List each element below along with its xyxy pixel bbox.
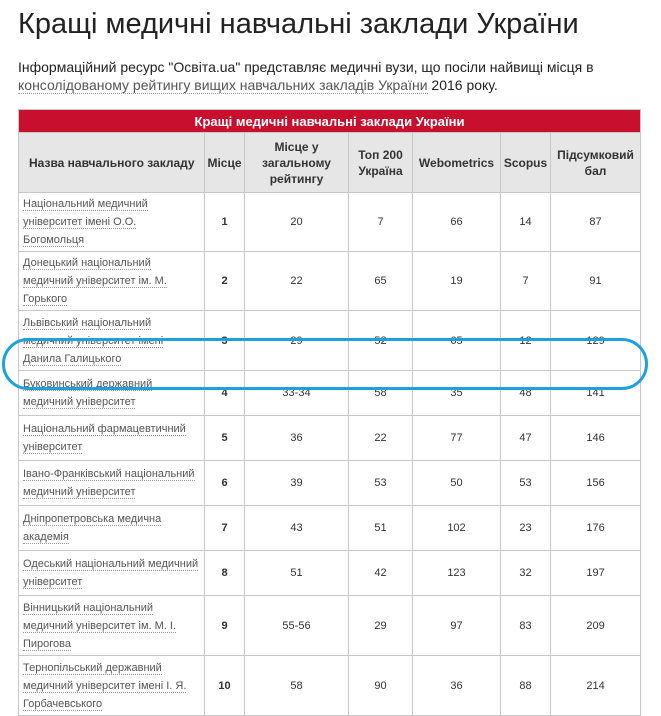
university-link[interactable]: Тернопільський державний медичний університет імені І. Я. Горбачевського: [23, 661, 187, 710]
header-top200: Топ 200 Україна: [349, 133, 413, 193]
place-cell: 2: [205, 252, 245, 311]
place-cell: 5: [205, 416, 245, 461]
score-cell: 214: [551, 656, 641, 716]
scopus-cell: 88: [501, 656, 551, 716]
top200-cell: 65: [349, 252, 413, 311]
score-cell: 146: [551, 416, 641, 461]
table-row: [19, 461, 641, 506]
university-name[interactable]: [19, 193, 205, 252]
place-cell: 7: [205, 506, 245, 551]
university-link[interactable]: Національний медичний університет імені О.О. Богомольця: [23, 198, 148, 246]
top200-cell: 7: [349, 193, 413, 252]
top200-cell: 29: [349, 596, 413, 656]
university-name[interactable]: [19, 596, 205, 656]
score-cell: 209: [551, 596, 641, 656]
table-row: [19, 656, 641, 716]
top200-cell: 90: [349, 656, 413, 716]
university-name[interactable]: [19, 311, 205, 371]
university-name[interactable]: [19, 506, 205, 551]
scopus-cell: 48: [501, 371, 551, 416]
overall-cell: 22: [245, 252, 349, 311]
place-cell: 9: [205, 596, 245, 656]
table-row: [19, 311, 641, 371]
score-cell: 197: [551, 551, 641, 596]
webometrics-cell: 66: [413, 193, 501, 252]
place-cell: 3: [205, 311, 245, 371]
university-link[interactable]: Дніпропетровська медична академія: [23, 513, 162, 543]
page-title: Кращі медичні навчальні заклади України: [18, 8, 579, 40]
score-cell: 156: [551, 461, 641, 506]
overall-cell: 29: [245, 311, 349, 371]
table-row: [19, 416, 641, 461]
place-cell: 10: [205, 656, 245, 716]
scopus-cell: 53: [501, 461, 551, 506]
top200-cell: 58: [349, 371, 413, 416]
table-row: [19, 506, 641, 551]
top200-cell: 22: [349, 416, 413, 461]
header-place: Місце: [205, 133, 245, 193]
university-link[interactable]: Донецький національний медичний університет ім. М. Горького: [23, 257, 167, 305]
webometrics-cell: 77: [413, 416, 501, 461]
table-row: [19, 551, 641, 596]
overall-cell: 51: [245, 551, 349, 596]
intro-text-before: Інформаційний ресурс "Освіта.ua" представляє медичні вузи, що посіли найвищі місця в: [18, 59, 594, 75]
university-link[interactable]: Буковинський державний медичний університет: [23, 378, 153, 408]
table-row: [19, 193, 641, 252]
university-link[interactable]: Одеський національний медичний університет: [23, 558, 199, 588]
score-cell: 141: [551, 371, 641, 416]
overall-cell: 43: [245, 506, 349, 551]
university-name[interactable]: [19, 551, 205, 596]
header-scopus: Scopus: [501, 133, 551, 193]
top200-cell: 51: [349, 506, 413, 551]
top200-cell: 53: [349, 461, 413, 506]
place-cell: 4: [205, 371, 245, 416]
university-link[interactable]: Національний фармацевтичний університет: [23, 423, 186, 453]
table-row-highlighted: [19, 371, 641, 416]
scopus-cell: 32: [501, 551, 551, 596]
university-link[interactable]: Вінницький національний медичний університет ім. М. І. Пирогова: [23, 601, 177, 650]
header-name: Назва навчального закладу: [19, 133, 205, 193]
header-overall: Місце у загальному рейтингу: [245, 133, 349, 193]
scopus-cell: 47: [501, 416, 551, 461]
webometrics-cell: 102: [413, 506, 501, 551]
webometrics-cell: 19: [413, 252, 501, 311]
overall-cell: 58: [245, 656, 349, 716]
ranking-table-container: [18, 109, 640, 716]
university-name[interactable]: [19, 416, 205, 461]
university-name[interactable]: [19, 656, 205, 716]
table-row: [19, 252, 641, 311]
webometrics-cell: 123: [413, 551, 501, 596]
scopus-cell: 14: [501, 193, 551, 252]
university-link[interactable]: Івано-Франківський національний медичний університет: [23, 468, 195, 498]
place-cell: 1: [205, 193, 245, 252]
ranking-table: [18, 109, 641, 716]
score-cell: 91: [551, 252, 641, 311]
overall-cell: 36: [245, 416, 349, 461]
webometrics-cell: 36: [413, 656, 501, 716]
scopus-cell: 7: [501, 252, 551, 311]
table-caption-row: [19, 110, 641, 133]
header-webometrics: Webometrics: [413, 133, 501, 193]
consolidated-rating-link[interactable]: консолідованому рейтингу вищих навчальних закладів України: [18, 77, 428, 93]
score-cell: 176: [551, 506, 641, 551]
intro-text-after: 2016 року.: [427, 77, 498, 93]
place-cell: 6: [205, 461, 245, 506]
overall-cell: 20: [245, 193, 349, 252]
top200-cell: 52: [349, 311, 413, 371]
overall-cell: 55-56: [245, 596, 349, 656]
table-row: [19, 596, 641, 656]
webometrics-cell: 97: [413, 596, 501, 656]
university-name[interactable]: [19, 461, 205, 506]
intro-paragraph: [18, 58, 638, 94]
university-link[interactable]: Львівський національний медичний університет імені Данила Галицького: [23, 316, 164, 365]
overall-cell: 39: [245, 461, 349, 506]
header-score: Підсумковий бал: [551, 133, 641, 193]
university-name[interactable]: [19, 371, 205, 416]
top200-cell: 42: [349, 551, 413, 596]
scopus-cell: 12: [501, 311, 551, 371]
webometrics-cell: 35: [413, 371, 501, 416]
place-cell: 8: [205, 551, 245, 596]
webometrics-cell: 65: [413, 311, 501, 371]
university-name[interactable]: [19, 252, 205, 311]
scopus-cell: 23: [501, 506, 551, 551]
score-cell: 129: [551, 311, 641, 371]
scopus-cell: 83: [501, 596, 551, 656]
webometrics-cell: 50: [413, 461, 501, 506]
table-caption: Кращі медичні навчальні заклади України: [19, 110, 641, 133]
overall-cell: 33-34: [245, 371, 349, 416]
table-header-row: [19, 133, 641, 193]
score-cell: 87: [551, 193, 641, 252]
